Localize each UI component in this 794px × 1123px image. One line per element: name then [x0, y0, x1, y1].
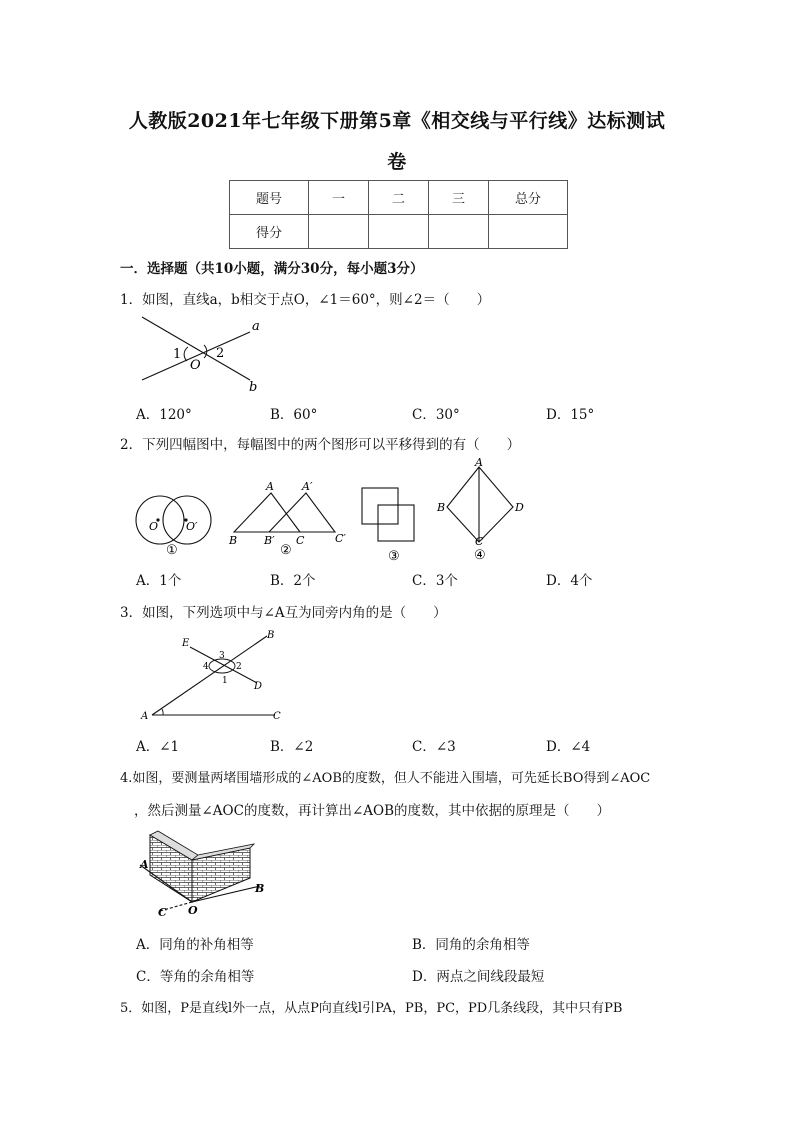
q4-option-b[interactable]: B．同角的余角相等: [412, 937, 530, 953]
question-4-text-line2: ，然后测量∠AOC的度数，再计算出∠AOB的度数，其中依据的原理是（ ）: [134, 803, 611, 819]
question-2-text: 2．下列四幅图中，每幅图中的两个图形可以平移得到的有（ ）: [120, 437, 521, 453]
label-a: a: [252, 319, 260, 334]
triangle-abc: [234, 493, 300, 532]
square-2: [378, 505, 414, 541]
label-a: A: [266, 480, 274, 493]
label-b: B: [229, 534, 238, 547]
label-angle-1: 1: [222, 676, 228, 686]
question-1-text: 1．如图，直线a，b相交于点O，∠1＝60°，则∠2＝（ ）: [120, 292, 491, 308]
score-header-cell: 二: [369, 181, 429, 215]
page-title: 人教版2021年七年级下册第5章《相交线与平行线》达标测试: [128, 110, 666, 132]
label-b: B: [255, 882, 265, 895]
score-value-row: [230, 215, 568, 249]
label-c: C: [158, 906, 167, 919]
figure-number-4: ④: [474, 548, 486, 563]
q2-option-d[interactable]: D．4个: [546, 573, 593, 589]
angle-a-arc: [162, 709, 163, 715]
quadrilateral-abcd: [447, 467, 513, 542]
q3-option-b[interactable]: B．∠2: [270, 739, 314, 755]
label-e: E: [182, 638, 190, 649]
label-c-prime: C′: [335, 532, 346, 545]
q4-option-d[interactable]: D．两点之间线段最短: [412, 969, 545, 985]
q3-option-c[interactable]: C．∠3: [412, 739, 456, 755]
label-c: C: [475, 535, 484, 548]
question-3-figure: [130, 626, 300, 726]
score-header-row: [230, 181, 568, 215]
circle-o: [136, 496, 184, 544]
label-angle-2: 2: [236, 662, 242, 672]
page-title-continued: 卷: [387, 151, 407, 173]
label-c: C: [273, 711, 281, 722]
label-angle-4: 4: [203, 662, 209, 672]
q1-option-a[interactable]: A．120°: [136, 407, 192, 423]
angle-1-arc: [184, 347, 188, 361]
label-a: A: [475, 456, 483, 469]
question-2-figures: [130, 456, 530, 566]
score-row-label: 得分: [230, 215, 309, 249]
label-d: D: [515, 501, 524, 514]
label-c: C: [296, 534, 305, 547]
question-5-text: 5．如图，P是直线l外一点，从点P向直线l引PA，PB，PC，PD几条线段，其中只有PB: [120, 1001, 623, 1016]
figure-number-2: ②: [280, 543, 292, 558]
score-header-cell: 总分: [489, 181, 568, 215]
label-a: A: [141, 711, 149, 722]
q2-option-c[interactable]: C．3个: [412, 573, 458, 589]
q1-option-b[interactable]: B．60°: [270, 407, 318, 423]
label-b: b: [249, 380, 258, 395]
score-header-cell: 题号: [230, 181, 309, 215]
score-cell[interactable]: [369, 215, 429, 249]
q2-option-a[interactable]: A．1个: [136, 573, 182, 589]
score-cell[interactable]: [489, 215, 568, 249]
question-1-figure: [130, 312, 270, 394]
q2-option-b[interactable]: B．2个: [270, 573, 316, 589]
question-4-text-line1: 4.如图，要测量两堵围墙形成的∠AOB的度数，但人不能进入围墙，可先延长BO得到∠AOC: [120, 771, 651, 786]
label-angle-3: 3: [219, 651, 225, 661]
q1-option-c[interactable]: C．30°: [412, 407, 460, 423]
question-3-text: 3．如图，下列选项中与∠A互为同旁内角的是（ ）: [120, 605, 447, 621]
label-o: O: [190, 358, 201, 373]
label-a-prime: A′: [302, 480, 313, 493]
score-cell[interactable]: [309, 215, 369, 249]
label-angle-1: 1: [173, 347, 182, 362]
label-a: A: [140, 858, 149, 871]
q1-option-d[interactable]: D．15°: [546, 407, 595, 423]
score-header-cell: 三: [429, 181, 489, 215]
label-b-prime: B′: [264, 534, 275, 547]
label-o: O: [188, 904, 198, 917]
figure-number-3: ③: [388, 549, 400, 564]
square-1: [362, 488, 398, 524]
label-b: B: [437, 501, 446, 514]
q4-option-a[interactable]: A．同角的补角相等: [136, 937, 254, 953]
score-table: [229, 180, 568, 249]
score-cell[interactable]: [429, 215, 489, 249]
label-angle-2: 2: [216, 346, 225, 361]
figure-number-1: ①: [166, 543, 178, 558]
q4-option-c[interactable]: C．等角的余角相等: [136, 969, 255, 985]
label-o-prime: O′: [186, 520, 198, 533]
label-d: D: [254, 681, 263, 692]
label-o: O: [149, 520, 159, 533]
angle-marks: [209, 659, 235, 673]
q3-option-d[interactable]: D．∠4: [546, 739, 591, 755]
q3-option-a[interactable]: A．∠1: [136, 739, 180, 755]
question-4-figure: [130, 820, 280, 920]
label-b: B: [267, 630, 275, 641]
line-ab: [152, 636, 267, 715]
triangle-abc-prime: [269, 493, 335, 532]
section-heading: 一．选择题（共10小题，满分30分，每小题3分）: [120, 261, 424, 277]
score-header-cell: 一: [309, 181, 369, 215]
